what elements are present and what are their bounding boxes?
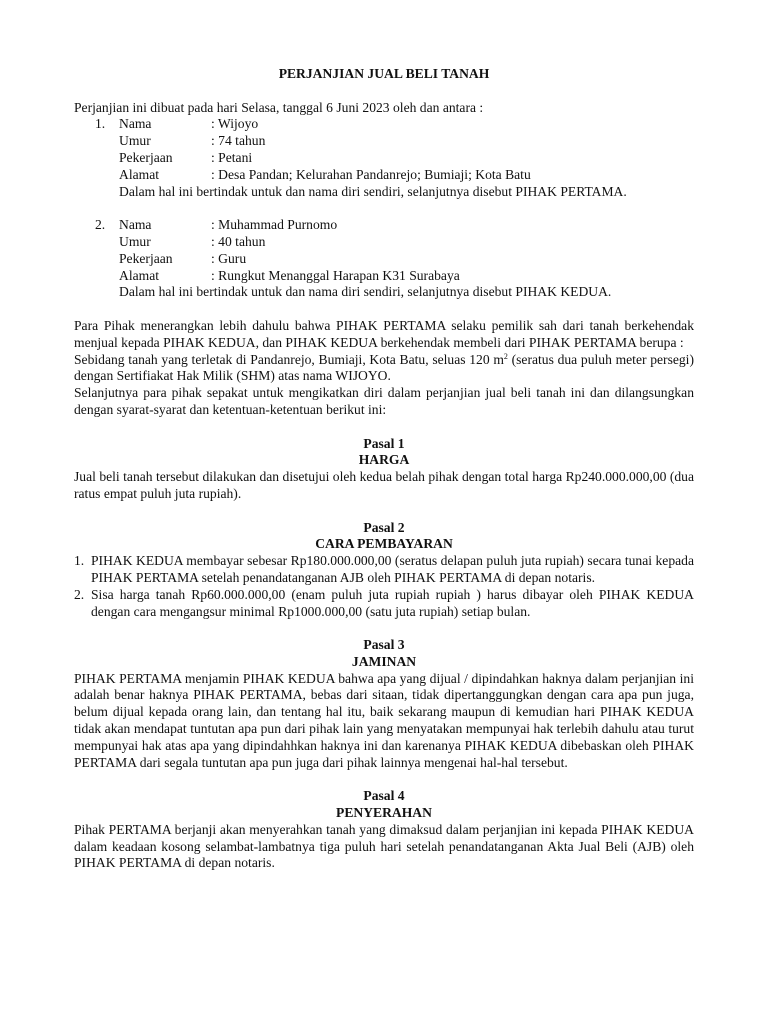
field-value: : Muhammad Purnomo [211, 217, 338, 233]
party-number: 1. [95, 116, 106, 132]
party-note: Dalam hal ini bertindak untuk dan nama diri sendiri, selanjutnya disebut PIHAK PERTAMA. [119, 183, 627, 199]
field-row [119, 268, 694, 285]
field-label: Alamat [119, 166, 160, 182]
field-value: : Guru [211, 250, 247, 266]
document-title: PERJANJIAN JUAL BELI TANAH [278, 66, 490, 81]
pasal-2-heading: CARA PEMBAYARAN [315, 536, 453, 552]
document-page [74, 66, 694, 872]
intro-paragraph: Perjanjian ini dibuat pada hari Selasa, tanggal 6 Juni 2023 oleh dan antara : [74, 99, 484, 115]
field-row [119, 251, 694, 268]
field-label: Nama [119, 217, 152, 233]
list-item [74, 587, 694, 621]
list-text: Sisa harga tanah Rp60.000.000,00 (enam puluh juta rupiah rupiah ) harus dibayar oleh PIHAK KEDUA dengan cara mengangsur minimal Rp1000.000,00 (satu juta rupiah) setiap bulan. [91, 586, 694, 619]
pasal-2-number: Pasal 2 [363, 519, 405, 535]
pasal-3-heading: JAMINAN [351, 653, 417, 669]
party-note: Dalam hal ini bertindak untuk dan nama diri sendiri, selanjutnya disebut PIHAK KEDUA. [119, 284, 612, 300]
land-text-after: (seratus dua puluh meter persegi) dengan Sertifiakat Hak Milik (SHM) atas nama WIJOYO. [74, 351, 694, 384]
preamble-paragraph: Para Pihak menerangkan lebih dahulu bahwa PIHAK PERTAMA selaku pemilik sah dari tanah berkehendak menjual kepada PIHAK KEDUA, dan PIHAK KEDUA berkehendak membeli dari PIHAK PERTAMA berupa : [74, 317, 694, 350]
field-value: : Petani [211, 149, 253, 165]
pasal-1-heading: HARGA [358, 452, 410, 468]
party-first [74, 116, 694, 200]
land-text-before: Sebidang tanah yang terletak di Pandanrejo, Bumiaji, Kota Batu, seluas 120 m [74, 351, 504, 367]
payment-list [74, 553, 694, 620]
field-row [119, 133, 694, 150]
field-label: Nama [119, 116, 152, 132]
field-label: Umur [119, 233, 151, 249]
pasal-4-text: Pihak PERTAMA berjanji akan menyerahkan tanah yang dimaksud dalam perjanjian ini kepada PIHAK KEDUA dalam keadaan kosong selambat-lambatnya tiga puluh hari setelah penandatanganan Akta Jual Beli (AJB) oleh PIHAK PERTAMA di depan notaris. [74, 821, 694, 871]
list-number: 2. [74, 586, 85, 602]
field-row [119, 116, 694, 133]
pasal-1-number: Pasal 1 [363, 435, 405, 451]
field-row [119, 217, 694, 234]
field-value: : Wijoyo [211, 116, 259, 132]
field-row [119, 167, 694, 184]
field-label: Pekerjaan [119, 149, 173, 165]
list-number: 1. [74, 553, 85, 569]
pasal-4-number: Pasal 4 [363, 788, 405, 804]
list-item [74, 553, 694, 587]
field-value: : 40 tahun [211, 233, 266, 249]
field-label: Umur [119, 133, 151, 149]
field-row [119, 234, 694, 251]
field-value: : Desa Pandan; Kelurahan Pandanrejo; Bumiaji; Kota Batu [211, 166, 531, 182]
list-text: PIHAK KEDUA membayar sebesar Rp180.000.000,00 (seratus delapan puluh juta rupiah) secara tunai kepada PIHAK PERTAMA setelah penandatanganan AJB oleh PIHAK PERTAMA di depan notaris. [91, 553, 694, 585]
pasal-3-number: Pasal 3 [363, 637, 405, 653]
pasal-1-text: Jual beli tanah tersebut dilakukan dan disetujui oleh kedua belah pihak dengan total harga Rp240.000.000,00 (dua ratus empat puluh juta rupiah). [74, 469, 694, 501]
field-value: : Rungkut Menanggal Harapan K31 Surabaya [211, 267, 460, 283]
field-value: : 74 tahun [211, 133, 266, 149]
field-label: Alamat [119, 267, 160, 283]
party-second [74, 217, 694, 301]
pasal-3-text: PIHAK PERTAMA menjamin PIHAK KEDUA bahwa apa yang dijual / dipindahkan haknya dalam perjanjian ini adalah benar haknya PIHAK PERTAMA, bebas dari sitaan, tidak dipertanggungkan dengan cara apa pun juga, belum dijual kepada orang lain, dan tentang hal itu, baik sekarang maupun di kemudian hari PIHAK KEDUA tidak akan mendapat tuntutan apa pun dari pihak lain yang menyatakan mempunyai hak terlebih dahulu atau turut mempunyai hak atas apa yang dipindahhkan haknya ini dan karenanya PIHAK KEDUA dibebaskan oleh PIHAK PERTAMA dari segala tuntutan apa pun juga dari pihak lainnya mengenai hal-hal tersebut. [74, 670, 694, 770]
pasal-4-heading: PENYERAHAN [336, 805, 432, 821]
agreement-paragraph: Selanjutnya para pihak sepakat untuk mengikatkan diri dalam perjanjian jual beli tanah ini dan dilangsungkan dengan syarat-syarat dan ketentuan-ketentuan berikut ini: [74, 385, 694, 417]
superscript-two: 2 [503, 351, 508, 361]
field-row [119, 150, 694, 167]
land-description [74, 352, 694, 386]
field-label: Pekerjaan [119, 250, 173, 266]
party-number: 2. [95, 217, 106, 233]
